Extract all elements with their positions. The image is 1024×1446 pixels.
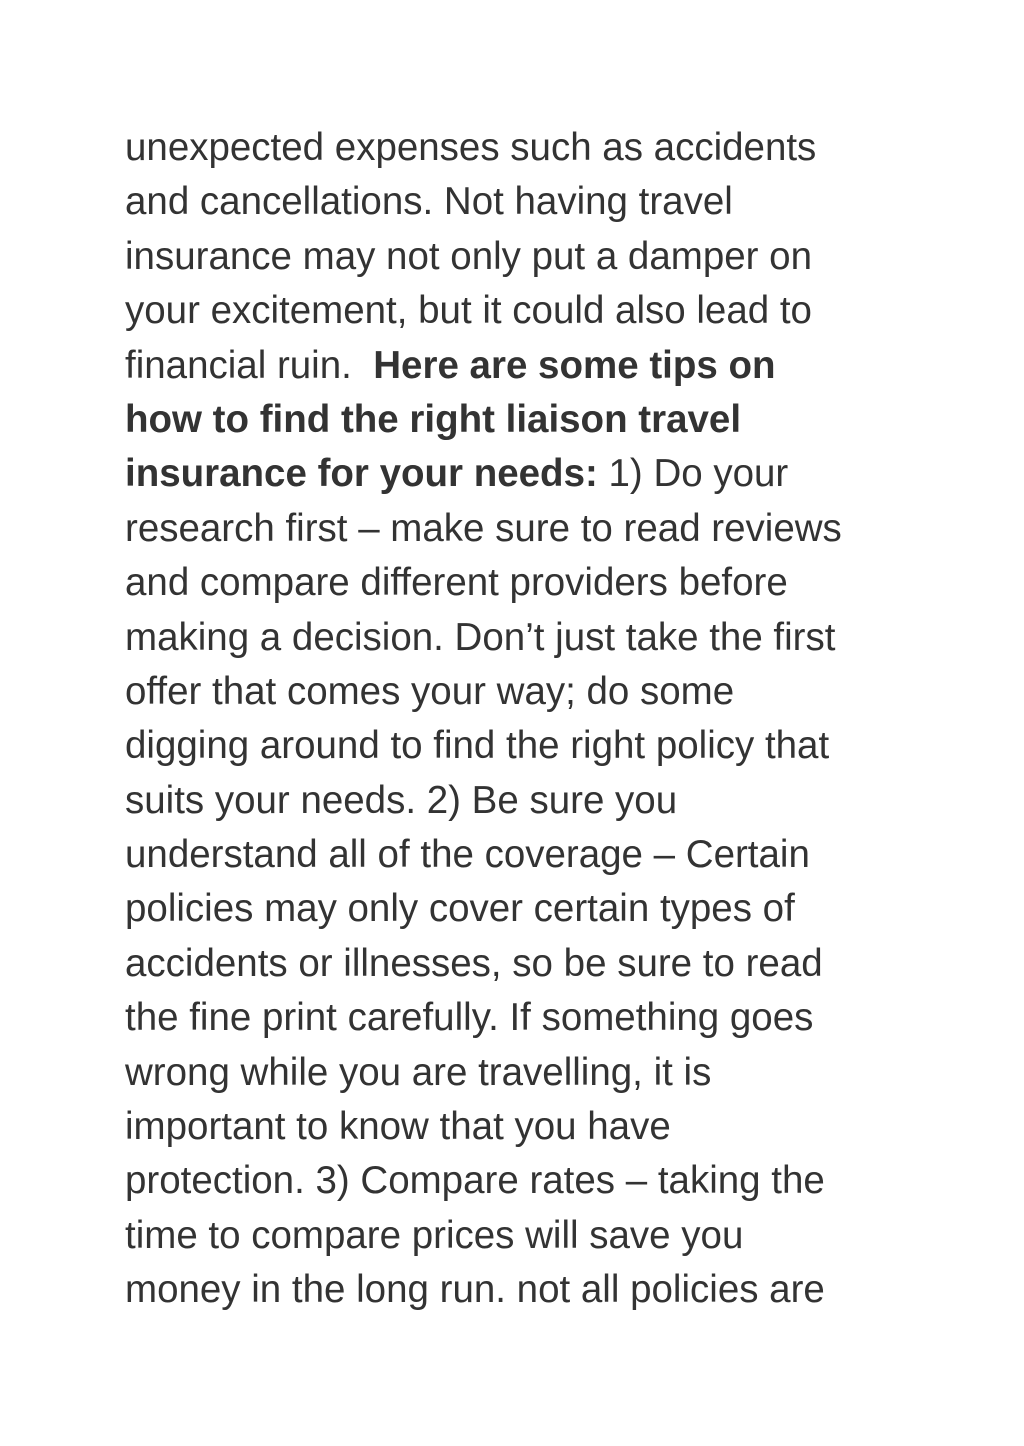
text-line [125,556,915,610]
text-run: accidents or illnesses, so be sure to read [125,941,823,985]
text-run: offer that comes your way; do some [125,669,735,713]
text-line [125,230,915,284]
body-text [125,121,915,1318]
text-line [125,665,915,719]
text-line [125,175,915,229]
text-run: the fine print carefully. If something goes [125,996,814,1040]
text-line [125,611,915,665]
text-line [125,719,915,773]
text-run: 1) Do your [597,452,789,496]
text-run: understand all of the coverage – Certain [125,833,810,877]
text-run: making a decision. Don’t just take the first [125,615,836,659]
text-run: wrong while you are travelling, it is [125,1050,712,1094]
text-run: insurance may not only put a damper on [125,234,812,278]
text-run: policies may only cover certain types of [125,887,795,931]
text-run: protection. 3) Compare rates – taking the [125,1159,825,1203]
text-line [125,937,915,991]
text-line [125,991,915,1045]
text-run: and compare different providers before [125,561,788,605]
text-line [125,447,915,501]
text-line [125,1046,915,1100]
text-run: digging around to find the right policy that [125,724,830,768]
bold-text-run: how to find the right liaison travel [125,397,742,441]
text-line [125,1100,915,1154]
text-line [125,502,915,556]
text-line [125,1209,915,1263]
text-line [125,284,915,338]
text-line [125,1263,915,1317]
text-line [125,774,915,828]
text-line [125,828,915,882]
text-line [125,339,915,393]
text-run: suits your needs. 2) Be sure you [125,778,678,822]
text-run: your excitement, but it could also lead to [125,289,812,333]
text-run: and cancellations. Not having travel [125,180,733,224]
bold-text-run: insurance for your needs: [125,452,598,496]
text-run: time to compare prices will save you [125,1213,744,1257]
text-line [125,121,915,175]
text-run: research first – make sure to read reviews [125,506,842,550]
text-run: important to know that you have [125,1105,671,1149]
text-run: unexpected expenses such as accidents [125,126,817,169]
text-run: money in the long run. not all policies are [125,1268,825,1312]
text-line [125,393,915,447]
bold-text-run: Here are some tips on [373,343,776,387]
text-line [125,882,915,936]
text-run: financial ruin. [125,343,374,387]
text-line [125,1154,915,1208]
